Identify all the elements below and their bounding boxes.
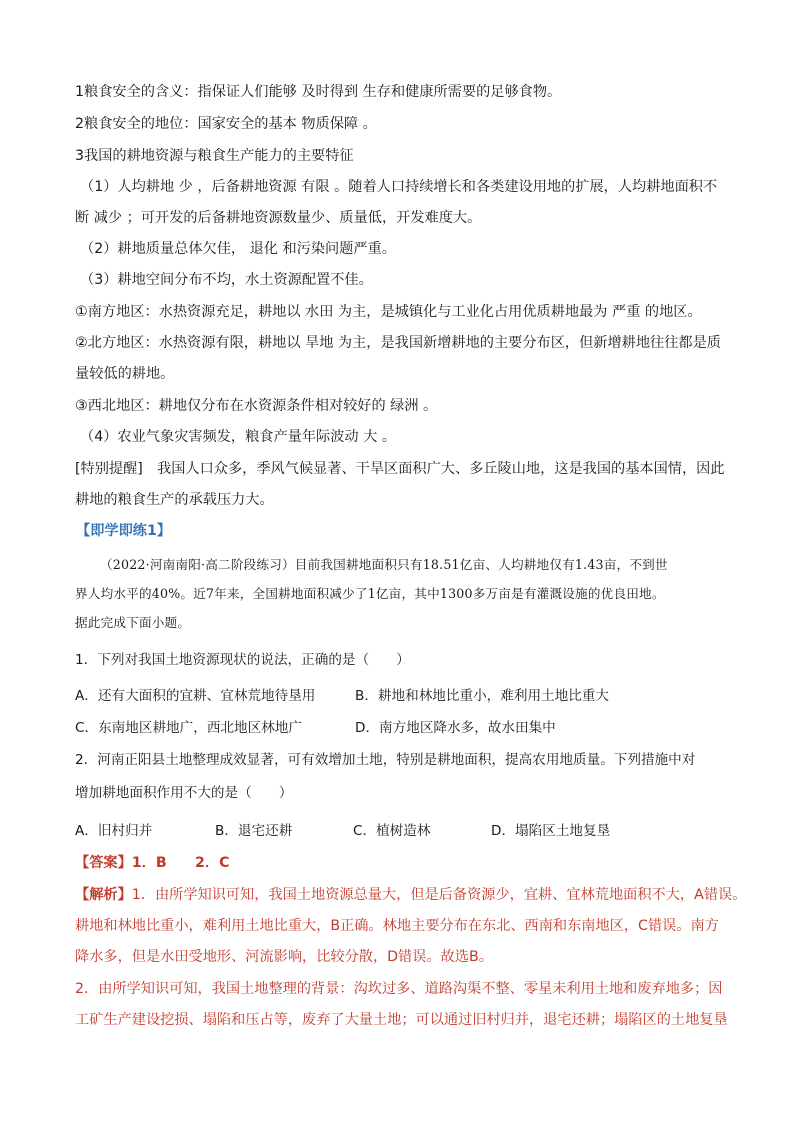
question-2-option-a[interactable]: A．旧村归并: [75, 823, 153, 839]
paragraph-feature-4: （4）农业气象灾害频发，粮食产量年际波动 大 。: [80, 429, 396, 445]
paragraph-north-region-line-2: 量较低的耕地。: [75, 366, 175, 382]
analysis-line-5: 工矿生产建设挖损、塌陷和压占等，废弃了大量土地；可以通过旧村归并，退宅还耕；塌陷区的土地复垦: [75, 1012, 728, 1028]
analysis-line-3: 降水多，但是水田受地形、河流影响，比较分散，D错误。故选B。: [75, 949, 493, 965]
analysis-1-part-1: 1．由所学知识可知，我国土地资源总量大，但是后备资源少，宜耕、宜林荒地面积不大，A错误。: [131, 887, 747, 903]
analysis-line-1: [75, 885, 746, 905]
paragraph-food-security-meaning: 1粮食安全的含义：指保证人们能够 及时得到 生存和健康所需要的足够食物。: [75, 84, 562, 100]
paragraph-south-region: ①南方地区：水热资源充足，耕地以 水田 为主，是城镇化与工业化占用优质耕地最为 严重 的地区。: [75, 304, 702, 320]
material-line-2: 界人均水平的40%。近7年来，全国耕地面积减少了1亿亩，其中1300多万亩是有灌溉设施的优良田地。: [75, 586, 665, 601]
question-2-stem-line-1: 2．河南正阳县土地整理成效显著，可有效增加土地，特别是耕地面积，提高农用地质量。下列措施中对: [75, 752, 696, 768]
exercise-title: 【即学即练1】: [76, 523, 171, 539]
question-1-stem: 1．下列对我国土地资源现状的说法，正确的是（ ）: [75, 652, 410, 668]
answer-line: [75, 853, 230, 873]
paragraph-northwest-region: ③西北地区：耕地仅分布在水资源条件相对较好的 绿洲 。: [75, 398, 438, 414]
paragraph-feature-3: （3）耕地空间分布不均，水土资源配置不佳。: [80, 272, 373, 288]
analysis-line-4: 2．由所学知识可知，我国土地整理的背景：沟坎过多、道路沟渠不整、零星未利用土地和废弃地多；因: [75, 981, 723, 997]
paragraph-food-security-status: 2粮食安全的地位：国家安全的基本 物质保障 。: [75, 116, 377, 132]
analysis-line-2: 耕地和林地比重小，难利用土地比重大，B正确。林地主要分布在东北、西南和东南地区，C错误。南方: [75, 918, 719, 934]
answer-text: 1．B 2．C: [131, 855, 230, 871]
question-2-option-b[interactable]: B．退宅还耕: [215, 823, 293, 839]
question-2-stem-line-2: 增加耕地面积作用不大的是（ ）: [75, 785, 293, 801]
material-line-1: （2022·河南南阳·高二阶段练习）目前我国耕地面积只有18.51亿亩、人均耕地仅有1.43亩，不到世: [100, 557, 668, 572]
paragraph-feature-1-line-1: （1）人均耕地 少 ，后备耕地资源 有限 。随着人口持续增长和各类建设用地的扩展，人均耕地面积不: [80, 179, 718, 195]
question-1-option-c[interactable]: C．东南地区耕地广，西北地区林地广: [75, 720, 302, 736]
material-line-3: 据此完成下面小题。: [75, 615, 191, 630]
question-2-option-d[interactable]: D．塌陷区土地复垦: [491, 823, 611, 839]
paragraph-feature-1-line-2: 断 减少 ；可开发的后备耕地资源数量少、质量低，开发难度大。: [75, 210, 482, 226]
paragraph-feature-2: （2）耕地质量总体欠佳， 退化 和污染问题严重。: [80, 241, 396, 257]
paragraph-farmland-heading: 3我国的耕地资源与粮食生产能力的主要特征: [75, 148, 354, 164]
analysis-label: 【解析】: [75, 887, 132, 903]
special-reminder-line-2: 耕地的粮食生产的承载压力大。: [75, 492, 274, 508]
question-1-option-a[interactable]: A．还有大面积的宜耕、宜林荒地待垦用: [75, 688, 316, 704]
special-reminder-line-1: [特别提醒] 我国人口众多，季风气候显著、干旱区面积广大、多丘陵山地，这是我国的基本国情，因此: [75, 461, 725, 477]
question-1-option-d[interactable]: D．南方地区降水多，故水田集中: [355, 720, 556, 736]
paragraph-north-region-line-1: ②北方地区：水热资源有限，耕地以 旱地 为主，是我国新增耕地的主要分布区，但新增耕地往往都是质: [75, 335, 721, 351]
question-1-option-b[interactable]: B．耕地和林地比重小，难利用土地比重大: [355, 688, 610, 704]
question-2-option-c[interactable]: C．植树造林: [353, 823, 431, 839]
answer-label: 【答案】: [75, 855, 132, 871]
